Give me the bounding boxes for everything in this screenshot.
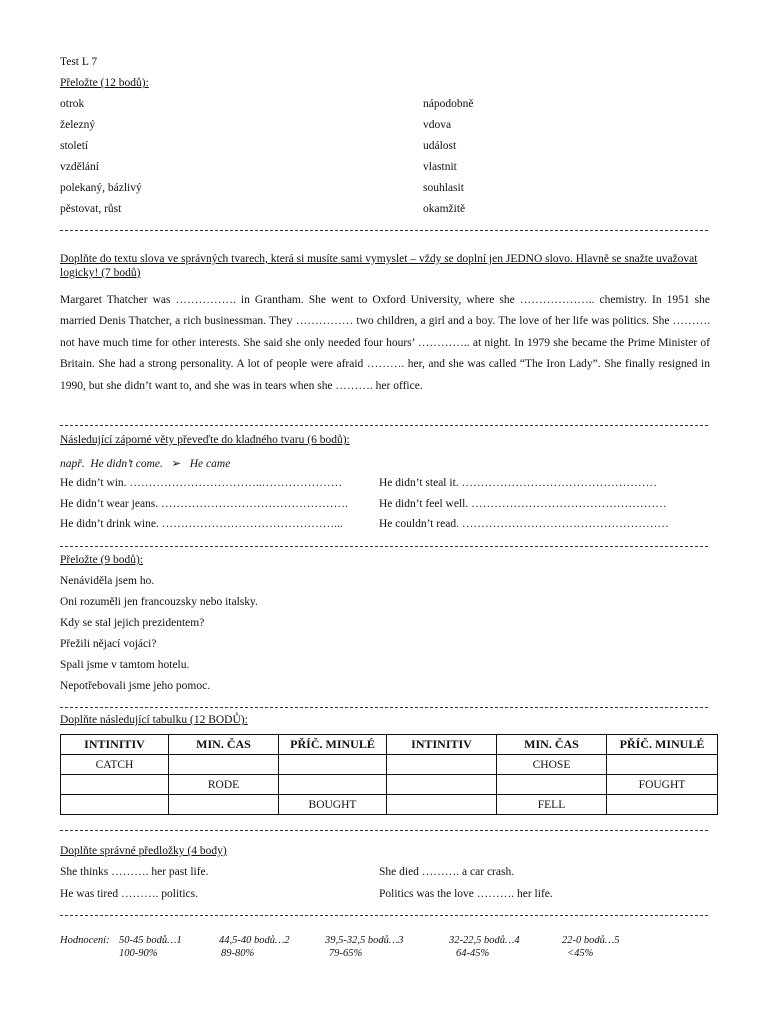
exercise-item: He couldn’t read. ……………………………………………… — [379, 518, 669, 530]
word-right: událost — [423, 140, 457, 152]
translate-sentence: Kdy se stal jejich prezidentem? — [60, 617, 205, 629]
word-left: železný — [60, 119, 96, 131]
test-title: Test L 7 — [60, 56, 98, 68]
table-cell — [387, 755, 497, 775]
column-header: MIN. ČAS — [169, 735, 279, 755]
example-positive: He came — [189, 458, 231, 470]
table-cell: FELL — [497, 795, 607, 815]
exercise-item: Politics was the love ………. her life. — [379, 888, 553, 900]
word-left: polekaný, bázlivý — [60, 182, 142, 194]
table-cell: CHOSE — [497, 755, 607, 775]
grade-percent: <45% — [567, 948, 594, 959]
word-right: nápodobně — [423, 98, 474, 110]
table-cell: FOUGHT — [607, 775, 718, 795]
arrow-icon: ➢ — [171, 458, 182, 470]
table-cell — [387, 795, 497, 815]
column-header: INTINITIV — [61, 735, 169, 755]
word-right: vdova — [423, 119, 452, 131]
exercise-item: He didn’t wear jeans. …………………………………………. — [60, 498, 348, 510]
table-cell — [387, 775, 497, 795]
column-header: PŘÍČ. MINULÉ — [279, 735, 387, 755]
table-cell — [61, 775, 169, 795]
grade-range: 39,5-32,5 bodů…3 — [325, 935, 404, 946]
grade-percent: 64-45% — [456, 948, 490, 959]
word-left: století — [60, 140, 89, 152]
exercise-item: He didn’t drink wine. ………………………………………... — [60, 518, 343, 530]
section-divider — [60, 230, 708, 231]
table-row — [61, 755, 718, 775]
word-left: otrok — [60, 98, 85, 110]
word-right: souhlasit — [423, 182, 464, 194]
table-header-row — [61, 735, 718, 755]
section-divider — [60, 425, 708, 426]
example-line — [60, 456, 230, 470]
irregular-verbs-table — [60, 734, 718, 815]
table-cell — [169, 795, 279, 815]
section2-heading: Doplňte do textu slova ve správných tvarech, která si musíte sami vymyslet – vždy se doplní jen JEDNO slovo. Hlavně se snažte uvažovat logicky! (7 bodů) — [60, 253, 698, 279]
grade-range: 44,5-40 bodů…2 — [219, 935, 290, 946]
word-right: okamžitě — [423, 203, 466, 215]
table-cell — [607, 795, 718, 815]
grade-percent: 100-90% — [119, 948, 158, 959]
table-cell: BOUGHT — [279, 795, 387, 815]
section4-heading: Přeložte (9 bodů): — [60, 554, 144, 566]
example-label: např. — [60, 458, 85, 470]
exercise-item: He didn’t steal it. …………………………………………… — [379, 477, 658, 489]
table-cell — [279, 755, 387, 775]
section5-heading: Doplňte následující tabulku (12 BODŮ): — [60, 714, 248, 726]
grading-label: Hodnocení: — [60, 935, 110, 946]
table-cell — [61, 795, 169, 815]
section1-heading: Přeložte (12 bodů): — [60, 77, 149, 89]
word-left: vzdělání — [60, 161, 99, 173]
table-cell — [169, 755, 279, 775]
section-divider — [60, 707, 708, 708]
table-cell — [607, 755, 718, 775]
translate-sentence: Oni rozuměli jen francouzsky nebo italsky. — [60, 596, 258, 608]
translate-sentence: Nepotřebovali jsme jeho pomoc. — [60, 680, 211, 692]
table-cell: CATCH — [61, 755, 169, 775]
column-header: INTINITIV — [387, 735, 497, 755]
exercise-item: He didn’t feel well. …………………………………………… — [379, 498, 667, 510]
column-header: MIN. ČAS — [497, 735, 607, 755]
translate-sentence: Spali jsme v tamtom hotelu. — [60, 659, 190, 671]
section-divider — [60, 915, 708, 916]
section-divider — [60, 546, 708, 547]
grade-percent: 79-65% — [329, 948, 363, 959]
section3-heading: Následující záporné věty převeďte do kladného tvaru (6 bodů): — [60, 434, 350, 446]
table-cell — [279, 775, 387, 795]
grade-range: 50-45 bodů…1 — [119, 935, 182, 946]
table-cell: RODE — [169, 775, 279, 795]
table-cell — [497, 775, 607, 795]
word-left: pěstovat, růst — [60, 203, 122, 215]
grade-range: 32-22,5 bodů…4 — [449, 935, 520, 946]
table-row — [61, 775, 718, 795]
exercise-item: He didn’t win. ……………………………..………………… — [60, 477, 343, 489]
column-header: PŘÍČ. MINULÉ — [607, 735, 718, 755]
gap-fill-paragraph: Margaret Thatcher was ……………. in Grantham. She went to Oxford University, where she ……………….. chemistry. In 1951 she married Denis Thatcher, a rich businessman. They …………… two children, a girl and a boy. The love of her life was politics. She ………. not have much time for other interests. She said she only needed four hours’ ………….. at night. In 1979 she became the Prime Minister of Britain. She had a strong personality. A lot of people were afraid ………. her, and she was called “The Iron Lady”. She finally resigned in 1990, but she didn’t want to, and she was in tears when she ………. her office. — [60, 294, 710, 392]
translate-sentence: Přežili nějací vojáci? — [60, 638, 157, 650]
table-row — [61, 795, 718, 815]
grade-range: 22-0 bodů…5 — [562, 935, 620, 946]
word-right: vlastnit — [423, 161, 457, 173]
section6-heading: Doplňte správné předložky (4 body) — [60, 845, 227, 857]
grade-percent: 89-80% — [221, 948, 255, 959]
section-divider — [60, 830, 708, 831]
translate-sentence: Nenáviděla jsem ho. — [60, 575, 155, 587]
example-negative: He didn’t come. — [90, 458, 163, 470]
exercise-item: She died ………. a car crash. — [379, 866, 515, 878]
exercise-item: He was tired ………. politics. — [60, 888, 198, 900]
exercise-item: She thinks ………. her past life. — [60, 866, 209, 878]
